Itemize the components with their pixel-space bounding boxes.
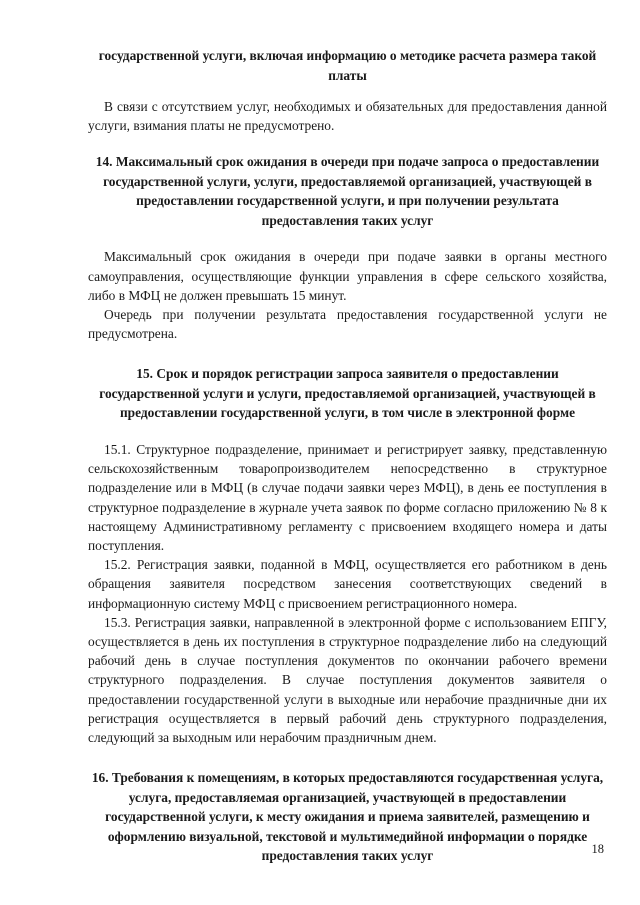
section-14-heading: 14. Максимальный срок ожидания в очереди при подаче запроса о предоставлении государственной услуги, услуги, предоставляемой организацией, участвующей в предоставлении государственной услуги, и при получении результата предоставления таких услуг xyxy=(95,154,600,228)
page-number: 18 xyxy=(591,842,604,856)
section-14-paragraph-2: Очередь при получении результата предоставления государственной услуги не предусмотрена. xyxy=(88,307,607,342)
section-15-heading: 15. Срок и порядок регистрации запроса заявителя о предоставлении государственной услуги и услуги, предоставляемой организацией, участвующей в предоставлении государственной услуги, в том числе в электронной форме xyxy=(99,366,596,421)
section-15-paragraph-2: 15.2. Регистрация заявки, поданной в МФЦ, осуществляется его работником в день обращения заявителя посредством занесения соответствующих сведений в информационную систему МФЦ с присвоением регистрационного номера. xyxy=(88,557,607,611)
section-15-paragraph-3: 15.3. Регистрация заявки, направленной в электронной форме с использованием ЕПГУ, осуществляется в день их поступления в структурное подразделение либо на следующий рабочий день в случае поступления документов по окончании рабочего времени структурного подразделения. В случае поступления документов заявителя о предоставлении государственной услуги в выходные или нерабочие праздничные дни их регистрация осуществляется в первый рабочий день структурного подразделения, следующий за выходным или нерабочим праздничным днем. xyxy=(88,614,607,745)
document-page xyxy=(88,46,607,866)
section-heading-continuation: государственной услуги, включая информацию о методике расчета размера такой платы xyxy=(98,48,597,83)
section-16-heading: 16. Требования к помещениям, в которых предоставляются государственная услуга, услуга, предоставляемая организацией, участвующей в предоставлении государственной услуги, к месту ожидания и приема заявителей, размещению и оформлению визуальной, текстовой и мультимедийной информации о порядке предоставления таких услуг xyxy=(91,770,604,864)
section-14-paragraph-1: Максимальный срок ожидания в очереди при подаче заявки в органы местного самоуправления, осуществляющие функции управления в сфере сельского хозяйства, либо в МФЦ не должен превышать 15 минут. xyxy=(88,249,607,303)
section-15-paragraph-1: 15.1. Структурное подразделение, принимает и регистрирует заявку, представленную сельскохозяйственным товаропроизводителем непосредственно в структурное подразделение или в МФЦ (в случае подачи заявки через МФЦ), в день ее поступления в структурное подразделение в журнале учета заявок по форме согласно приложению № 8 к настоящему Административному регламенту с присвоением входящего номера и даты поступления. xyxy=(88,441,607,553)
paragraph-fee: В связи с отсутствием услуг, необходимых и обязательных для предоставления данной услуги, взимания платы не предусмотрено. xyxy=(88,99,607,134)
